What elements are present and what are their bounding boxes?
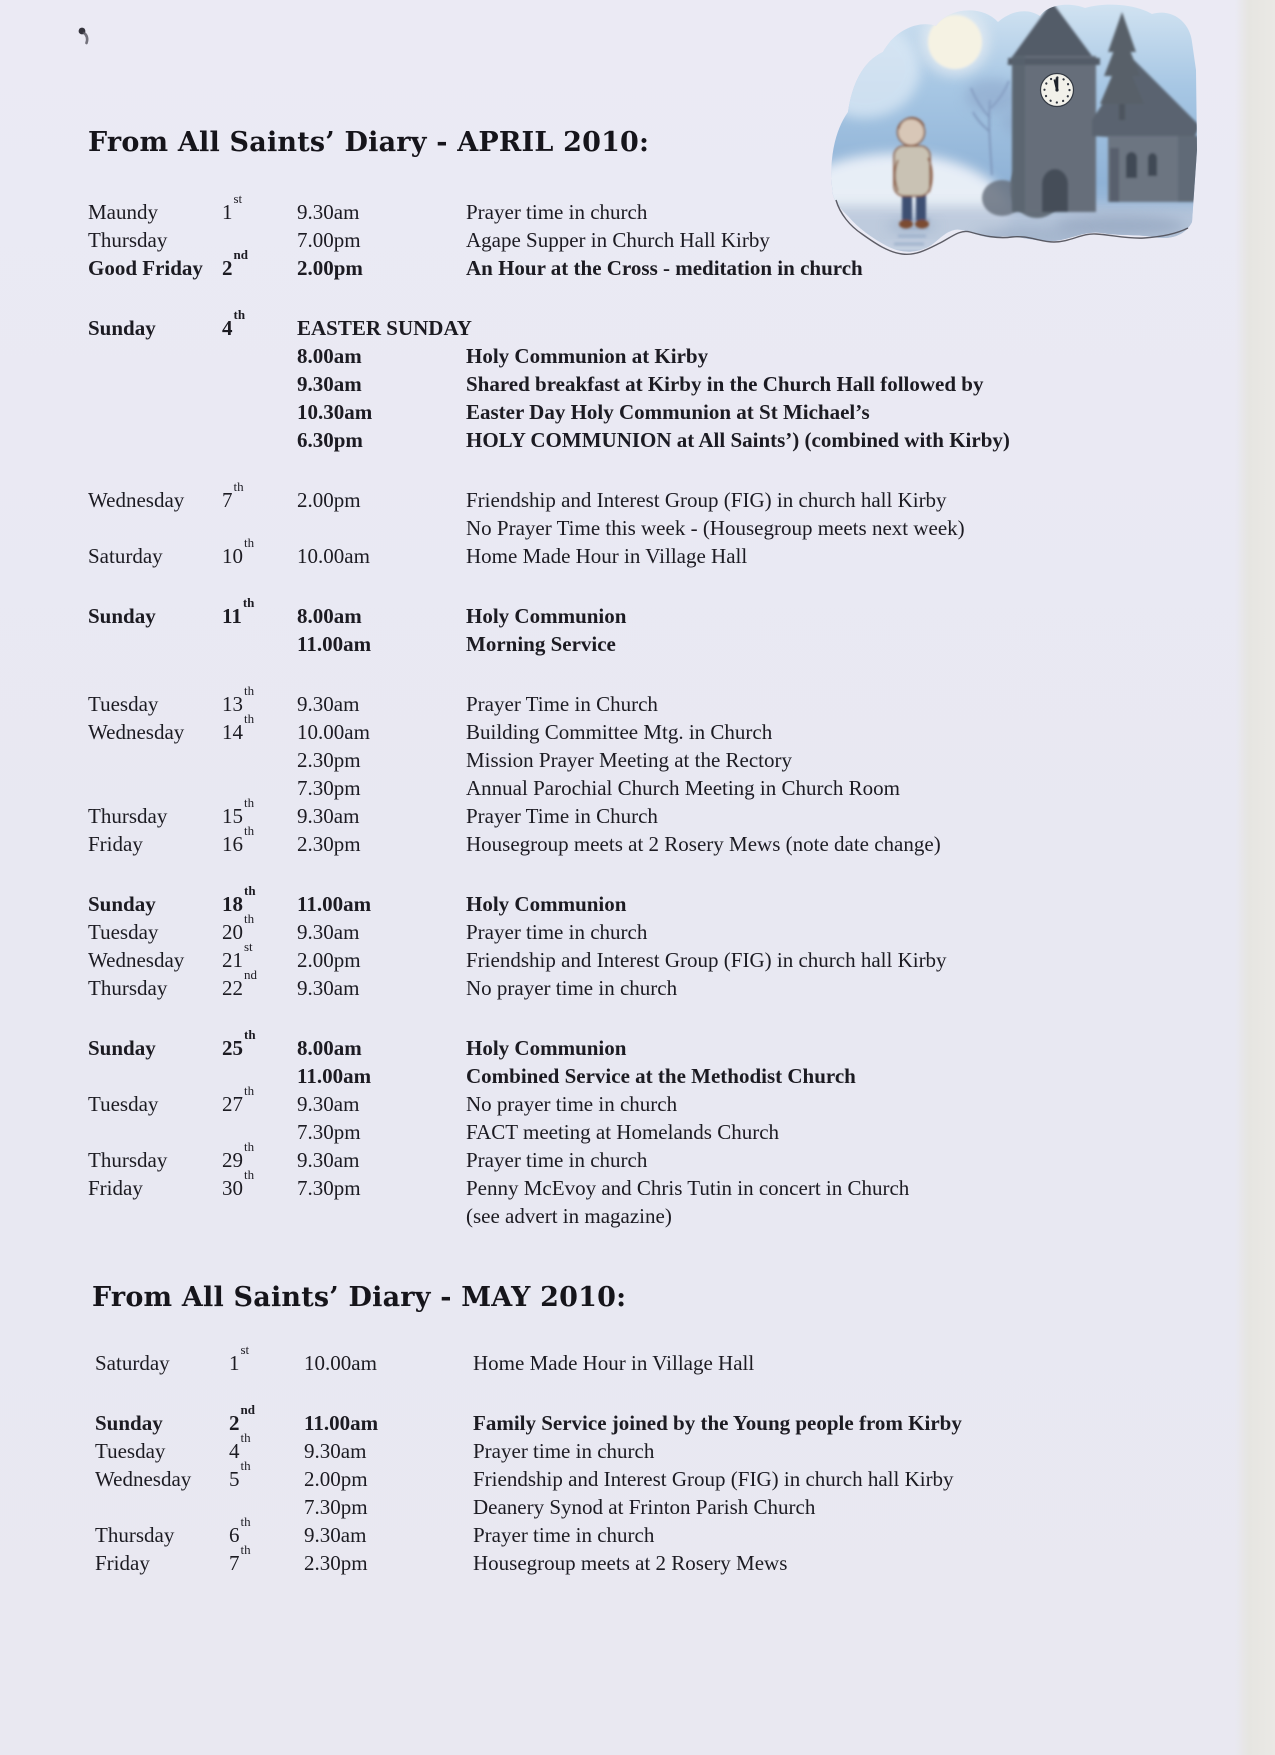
- diary-row: [88, 967, 1010, 1002]
- ordinal-suffix: th: [240, 1458, 251, 1473]
- diary-day: [88, 630, 222, 658]
- diary-description: No Prayer Time this week - (Housegroup meets next week): [466, 516, 965, 540]
- diary-description: Penny McEvoy and Chris Tutin in concert in Church: [466, 1176, 910, 1200]
- diary-date: 21st: [222, 939, 253, 972]
- ordinal-suffix: th: [244, 911, 255, 926]
- diary-description: [466, 314, 1010, 342]
- diary-date: 18th: [222, 883, 256, 916]
- diary-day: Tuesday: [88, 1092, 159, 1116]
- diary-date: 11th: [222, 595, 255, 628]
- diary-day: Friday: [88, 1176, 143, 1200]
- diary-description: Agape Supper in Church Hall Kirby: [466, 228, 770, 252]
- ordinal-suffix: th: [244, 711, 255, 726]
- ordinal-suffix: th: [240, 1514, 251, 1529]
- diary-description: No prayer time in church: [466, 976, 678, 1000]
- diary-group: [95, 1402, 962, 1577]
- diary-row: [88, 595, 1010, 630]
- diary-day: Tuesday: [88, 920, 159, 944]
- diary-description: Prayer time in church: [466, 920, 648, 944]
- diary-day: [88, 746, 222, 774]
- diary-description: Easter Day Holy Communion at St Michael’s: [466, 400, 870, 424]
- diary-day: Saturday: [88, 544, 163, 568]
- diary-date: 15th: [222, 795, 255, 828]
- diary-time: 2.00pm: [304, 1467, 368, 1491]
- diary-day: Wednesday: [88, 720, 185, 744]
- diary-time: 9.30am: [304, 1439, 367, 1463]
- diary-day: Sunday: [95, 1411, 163, 1435]
- diary-time: 10.00am: [304, 1351, 377, 1375]
- diary-description: Morning Service: [466, 632, 616, 656]
- diary-time: 2.00pm: [297, 488, 361, 512]
- diary-date: 4th: [229, 1430, 251, 1463]
- diary-day: Good Friday: [88, 256, 203, 280]
- diary-day: Thursday: [95, 1523, 175, 1547]
- diary-date: 25th: [222, 1027, 256, 1060]
- diary-row: [88, 1062, 1010, 1090]
- ordinal-suffix: st: [233, 191, 243, 206]
- diary-time: 7.30pm: [304, 1495, 368, 1519]
- diary-time: 7.30pm: [297, 776, 361, 800]
- diary-group: [88, 1027, 1010, 1230]
- diary-date: 10th: [222, 535, 255, 568]
- diary-description: An Hour at the Cross - meditation in church: [466, 256, 863, 280]
- diary-time: 9.30am: [297, 1092, 360, 1116]
- diary-time: 2.00pm: [297, 948, 361, 972]
- section-title-april: From All Saints’ Diary - APRIL 2010:: [88, 127, 650, 158]
- ordinal-suffix: th: [233, 307, 246, 322]
- diary-row: [88, 823, 1010, 858]
- diary-day: Maundy: [88, 200, 158, 224]
- diary-description: Holy Communion: [466, 1036, 627, 1060]
- diary-table-may: [95, 1342, 962, 1609]
- diary-description: Shared breakfast at Kirby in the Church Hall followed by: [466, 372, 984, 396]
- diary-date: [222, 426, 297, 454]
- diary-row: [88, 479, 1010, 514]
- diary-day: Wednesday: [88, 488, 185, 512]
- diary-day: [88, 1118, 222, 1146]
- diary-time: 8.00am: [297, 604, 362, 628]
- diary-row: [88, 247, 1010, 282]
- diary-description: No prayer time in church: [466, 1092, 678, 1116]
- ordinal-suffix: st: [240, 1342, 250, 1357]
- ordinal-suffix: nd: [244, 967, 257, 982]
- diary-row: [88, 911, 1010, 946]
- ordinal-suffix: th: [244, 1139, 255, 1154]
- diary-date: [222, 514, 297, 542]
- diary-time: 9.30am: [297, 1148, 360, 1172]
- diary-time: 10.30am: [297, 400, 373, 424]
- diary-date: [222, 774, 297, 802]
- diary-day: [95, 1493, 229, 1521]
- diary-description: Prayer Time in Church: [466, 804, 658, 828]
- diary-date: 27th: [222, 1083, 255, 1116]
- section-title-may: From All Saints’ Diary - MAY 2010:: [92, 1282, 627, 1313]
- diary-row: [88, 535, 1010, 570]
- diary-date: 1st: [222, 191, 243, 224]
- diary-date: 2nd: [222, 247, 248, 280]
- diary-row: [88, 307, 1010, 342]
- diary-row: [88, 939, 1010, 974]
- diary-day: [88, 774, 222, 802]
- scan-edge-strip: [1235, 0, 1275, 1755]
- diary-day: Thursday: [88, 804, 168, 828]
- diary-description: Building Committee Mtg. in Church: [466, 720, 773, 744]
- diary-group: [88, 595, 1010, 658]
- diary-row: [88, 514, 1010, 542]
- diary-time: 11.00am: [304, 1411, 379, 1435]
- diary-time: 8.00am: [297, 344, 362, 368]
- diary-row: [88, 1083, 1010, 1118]
- diary-description: Deanery Synod at Frinton Parish Church: [473, 1495, 816, 1519]
- diary-day: Friday: [88, 832, 143, 856]
- diary-time: 9.30am: [297, 920, 360, 944]
- diary-day: [88, 514, 222, 542]
- diary-date: [222, 398, 297, 426]
- diary-row: [88, 711, 1010, 746]
- diary-table-april: [88, 191, 1010, 1262]
- diary-day: Wednesday: [88, 948, 185, 972]
- diary-description: Home Made Hour in Village Hall: [473, 1351, 755, 1375]
- diary-time: 7.30pm: [297, 1176, 361, 1200]
- diary-time: 2.30pm: [297, 748, 361, 772]
- diary-row: [88, 426, 1010, 454]
- diary-day: [88, 398, 222, 426]
- diary-day: [88, 1202, 222, 1230]
- nave-window: [1148, 153, 1157, 176]
- diary-description: Mission Prayer Meeting at the Rectory: [466, 748, 793, 772]
- diary-date: 22nd: [222, 967, 257, 1000]
- diary-row: [88, 1202, 1010, 1230]
- diary-description: Friendship and Interest Group (FIG) in church hall Kirby: [473, 1467, 954, 1491]
- diary-row: [88, 683, 1010, 718]
- diary-time: 7.00pm: [297, 228, 361, 252]
- diary-day: Friday: [95, 1551, 150, 1575]
- diary-day: Thursday: [88, 976, 168, 1000]
- diary-row: [88, 1167, 1010, 1202]
- diary-row: [95, 1402, 962, 1437]
- diary-day: Saturday: [95, 1351, 170, 1375]
- diary-description: Holy Communion: [466, 604, 627, 628]
- diary-day: Tuesday: [95, 1439, 166, 1463]
- diary-date: 1st: [229, 1342, 250, 1375]
- ordinal-suffix: th: [244, 1027, 256, 1042]
- diary-time: 11.00am: [297, 1064, 372, 1088]
- diary-time: 9.30am: [304, 1523, 367, 1547]
- church-door: [1042, 169, 1068, 212]
- diary-day: [88, 370, 222, 398]
- diary-row: [88, 370, 1010, 398]
- diary-row: [95, 1514, 962, 1549]
- diary-time: 9.30am: [297, 692, 360, 716]
- diary-date: 14th: [222, 711, 255, 744]
- diary-row: [88, 1118, 1010, 1146]
- diary-group: [88, 307, 1010, 454]
- diary-row: [88, 226, 1010, 254]
- diary-day: [88, 1062, 222, 1090]
- diary-description: Friendship and Interest Group (FIG) in church hall Kirby: [466, 948, 947, 972]
- diary-date: [222, 342, 297, 370]
- diary-group: [88, 683, 1010, 858]
- diary-row: [95, 1458, 962, 1493]
- diary-description: Friendship and Interest Group (FIG) in church hall Kirby: [466, 488, 947, 512]
- diary-row: [88, 774, 1010, 802]
- nave-window: [1126, 152, 1137, 178]
- ordinal-suffix: th: [244, 795, 255, 810]
- diary-day: Thursday: [88, 1148, 168, 1172]
- diary-row: [95, 1430, 962, 1465]
- diary-date: 7th: [229, 1542, 251, 1575]
- diary-description: Prayer time in church: [466, 200, 648, 224]
- diary-time: [297, 514, 466, 542]
- diary-row: [88, 883, 1010, 918]
- diary-day: Sunday: [88, 316, 156, 340]
- ordinal-suffix: th: [242, 595, 255, 610]
- diary-time: 2.30pm: [297, 832, 361, 856]
- diary-row: [88, 630, 1010, 658]
- diary-description: HOLY COMMUNION at All Saints’) (combined with Kirby): [466, 428, 1010, 452]
- diary-time: 2.30pm: [304, 1551, 368, 1575]
- diary-row: [88, 746, 1010, 774]
- diary-day: Wednesday: [95, 1467, 192, 1491]
- diary-date: 30th: [222, 1167, 255, 1200]
- diary-description: Annual Parochial Church Meeting in Church Room: [466, 776, 900, 800]
- diary-description: Holy Communion: [466, 892, 627, 916]
- diary-row: [88, 1139, 1010, 1174]
- ordinal-suffix: th: [233, 479, 244, 494]
- diary-time: 6.30pm: [297, 428, 363, 452]
- diary-description: Family Service joined by the Young people from Kirby: [473, 1411, 962, 1435]
- diary-date: [222, 1062, 297, 1090]
- diary-date: 2nd: [229, 1402, 255, 1435]
- ordinal-suffix: nd: [240, 1402, 255, 1417]
- diary-description: FACT meeting at Homelands Church: [466, 1120, 780, 1144]
- diary-day: Thursday: [88, 228, 168, 252]
- ordinal-suffix: th: [240, 1430, 251, 1445]
- diary-time: 9.30am: [297, 976, 360, 1000]
- moon: [928, 15, 982, 69]
- diary-row: [88, 398, 1010, 426]
- diary-date: [222, 746, 297, 774]
- diary-group: [88, 479, 1010, 570]
- diary-group: [95, 1342, 962, 1377]
- diary-time: 8.00am: [297, 1036, 362, 1060]
- diary-description: Prayer time in church: [466, 1148, 648, 1172]
- diary-day: [88, 342, 222, 370]
- ordinal-suffix: th: [244, 1167, 255, 1182]
- diary-date: [222, 1118, 297, 1146]
- scan-speck-mark: [74, 24, 96, 48]
- diary-description: Holy Communion at Kirby: [466, 344, 709, 368]
- child-body: [894, 146, 930, 196]
- diary-row: [95, 1342, 962, 1377]
- diary-date: [222, 370, 297, 398]
- diary-time: 11.00am: [297, 632, 372, 656]
- diary-time: 10.00am: [297, 720, 370, 744]
- diary-day: [88, 426, 222, 454]
- diary-description: (see advert in magazine): [466, 1204, 672, 1228]
- diary-row: [88, 795, 1010, 830]
- diary-date: 7th: [222, 479, 244, 512]
- ordinal-suffix: th: [244, 823, 255, 838]
- diary-description: Housegroup meets at 2 Rosery Mews (note date change): [466, 832, 941, 856]
- ordinal-suffix: th: [244, 683, 255, 698]
- diary-time: 10.00am: [297, 544, 370, 568]
- ordinal-suffix: th: [240, 1542, 251, 1557]
- diary-row: [88, 1027, 1010, 1062]
- diary-time: EASTER SUNDAY: [297, 316, 472, 340]
- ordinal-suffix: nd: [233, 247, 248, 262]
- diary-day: Sunday: [88, 892, 156, 916]
- ordinal-suffix: th: [244, 883, 256, 898]
- diary-time: 7.30pm: [297, 1120, 361, 1144]
- diary-row: [95, 1542, 962, 1577]
- clock-midnight: [1041, 74, 1074, 107]
- diary-row: [88, 342, 1010, 370]
- diary-date: 16th: [222, 823, 255, 856]
- diary-description: Combined Service at the Methodist Church: [466, 1064, 856, 1088]
- ordinal-suffix: th: [244, 1083, 255, 1098]
- ordinal-suffix: st: [244, 939, 253, 954]
- diary-date: [222, 1202, 297, 1230]
- diary-group: [88, 883, 1010, 1002]
- diary-group: [88, 191, 1010, 282]
- diary-date: 29th: [222, 1139, 255, 1172]
- diary-time: 9.30am: [297, 804, 360, 828]
- diary-date: [222, 630, 297, 658]
- diary-time: 9.30am: [297, 200, 360, 224]
- diary-time: [297, 1202, 466, 1230]
- diary-time: 2.00pm: [297, 256, 363, 280]
- diary-day: Tuesday: [88, 692, 159, 716]
- diary-date: 5th: [229, 1458, 251, 1491]
- diary-description: Prayer time in church: [473, 1439, 655, 1463]
- diary-row: [88, 191, 1010, 226]
- diary-date: 6th: [229, 1514, 251, 1547]
- diary-date: 4th: [222, 307, 246, 340]
- diary-description: Prayer Time in Church: [466, 692, 658, 716]
- diary-time: 9.30am: [297, 372, 362, 396]
- diary-day: Sunday: [88, 1036, 156, 1060]
- diary-description: Home Made Hour in Village Hall: [466, 544, 748, 568]
- diary-description: Housegroup meets at 2 Rosery Mews: [473, 1551, 788, 1575]
- diary-day: Sunday: [88, 604, 156, 628]
- ordinal-suffix: th: [244, 535, 255, 550]
- diary-date: 20th: [222, 911, 255, 944]
- diary-row: [95, 1493, 962, 1521]
- diary-date: 13th: [222, 683, 255, 716]
- diary-description: Prayer time in church: [473, 1523, 655, 1547]
- diary-time: 11.00am: [297, 892, 372, 916]
